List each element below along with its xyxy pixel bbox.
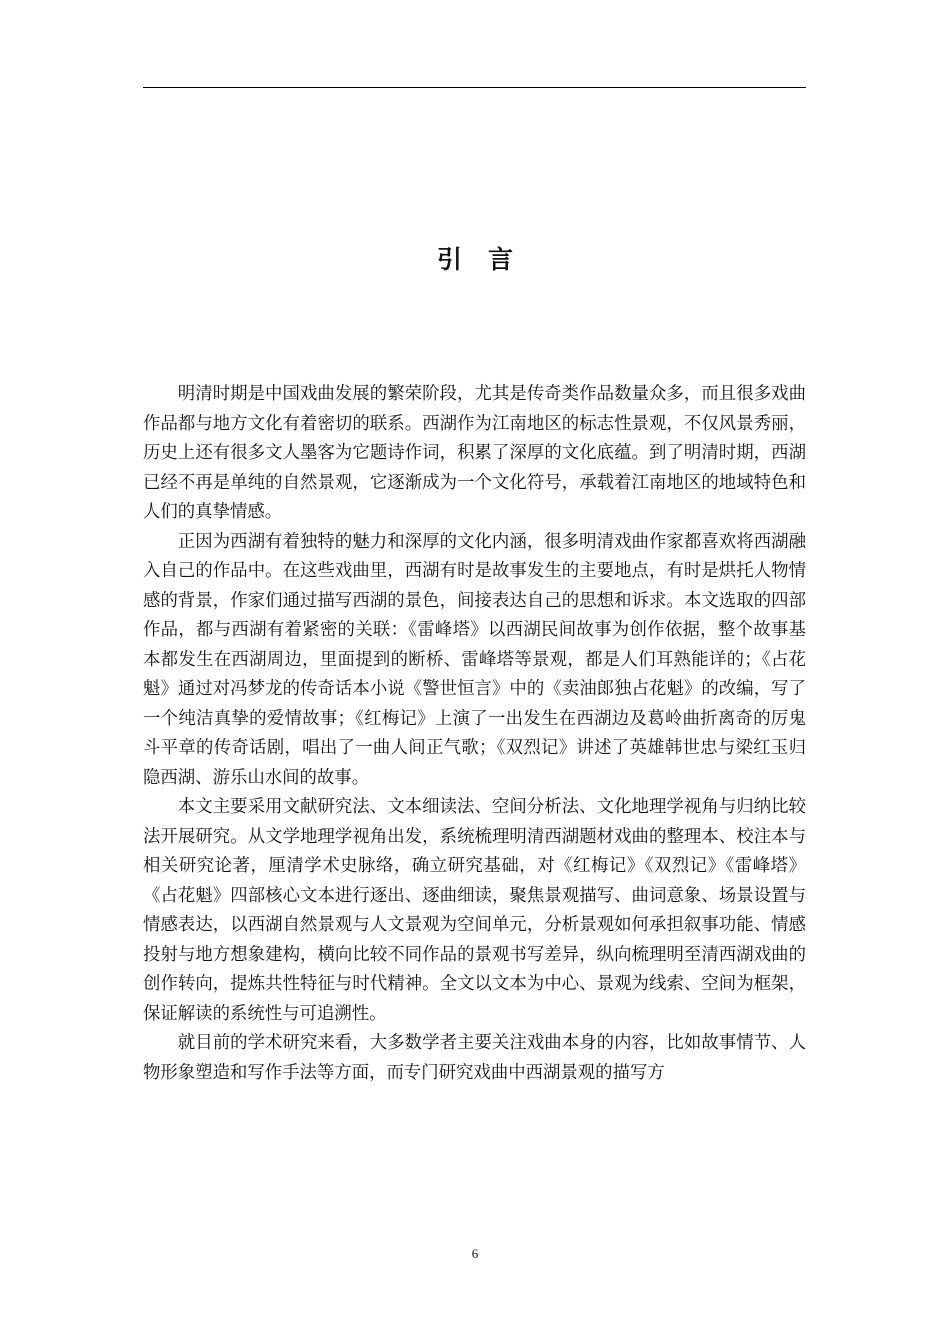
paragraph-3: 本文主要采用文献研究法、文本细读法、空间分析法、文化地理学视角与归纳比较法开展研究。从文学地理学视角出发，系统梳理明清西湖题材戏曲的整理本、校注本与相关研究论著，厘清学术史脉络，确立研究基础，对《红梅记》《双烈记》《雷峰塔》《占花魁》四部核心文本进行逐出、逐曲细读，聚焦景观描写、曲词意象、场景设置与情感表达，以西湖自然景观与人文景观为空间单元，分析景观如何承担叙事功能、情感投射与地方想象建构，横向比较不同作品的景观书写差异，纵向梳理明至清西湖戏曲的创作转向，提炼共性特征与时代精神。全文以文本为中心、景观为线索、空间为框架，保证解读的系统性与可追溯性。: [143, 797, 806, 1024]
body-text: [143, 380, 806, 1088]
paragraph-2: 正因为西湖有着独特的魅力和深厚的文化内涵，很多明清戏曲作家都喜欢将西湖融入自己的作品中。在这些戏曲里，西湖有时是故事发生的主要地点，有时是烘托人物情感的背景，作家们通过描写西湖的景色，间接表达自己的思想和诉求。本文选取的四部作品，都与西湖有着紧密的关联：《雷峰塔》以西湖民间故事为创作依据，整个故事基本都发生在西湖周边，里面提到的断桥、雷峰塔等景观，都是人们耳熟能详的；《占花魁》通过对冯梦龙的传奇话本小说《警世恒言》中的《卖油郎独占花魁》的改编，写了一个纯洁真挚的爱情故事；《红梅记》上演了一出发生在西湖边及葛岭曲折离奇的厉鬼斗平章的传奇话剧，唱出了一曲人间正气歌；《双烈记》讲述了英雄韩世忠与梁红玉归隐西湖、游乐山水间的故事。: [143, 531, 806, 788]
page-number: 6: [471, 1246, 479, 1261]
header-rule: [143, 87, 806, 88]
paragraph-4: 就目前的学术研究来看，大多数学者主要关注戏曲本身的内容，比如故事情节、人物形象塑造和写作手法等方面，而专门研究戏曲中西湖景观的描写方: [143, 1033, 806, 1083]
chapter-title: 引言: [436, 245, 539, 274]
paragraph-1: 明清时期是中国戏曲发展的繁荣阶段，尤其是传奇类作品数量众多，而且很多戏曲作品都与地方文化有着密切的联系。西湖作为江南地区的标志性景观，不仅风景秀丽，历史上还有很多文人墨客为它题诗作词，积累了深厚的文化底蕴。到了明清时期，西湖已经不再是单纯的自然景观，它逐渐成为一个文化符号，承载着江南地区的地域特色和人们的真挚情感。: [143, 384, 806, 522]
